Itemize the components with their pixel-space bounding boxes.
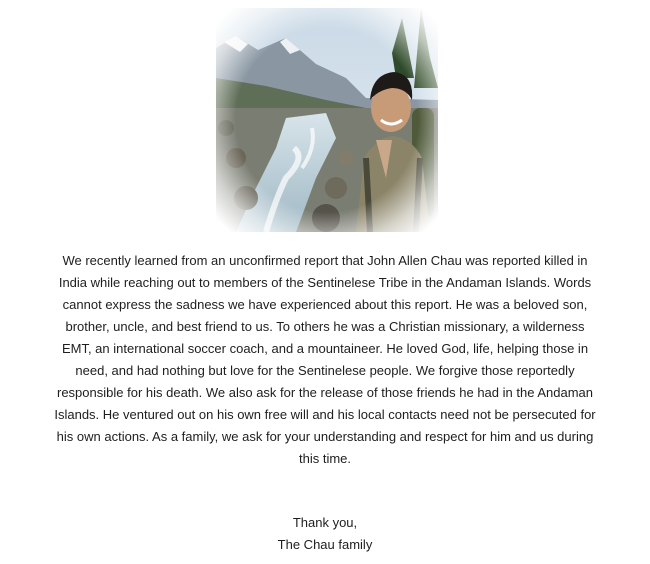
statement-line: cannot express the sadness we have experienced about this report. He was a beloved son,: [62, 297, 588, 312]
closing-thanks: Thank you,: [292, 515, 358, 530]
statement-line: need, and had nothing but love for the Sentinelese people. We forgive those reportedly: [75, 363, 575, 378]
statement-line: We recently learned from an unconfirmed report that John Allen Chau was reported killed in: [62, 253, 588, 268]
closing-signature: The Chau family: [277, 537, 373, 552]
mountain-river-photo: [216, 8, 438, 232]
statement-line: responsible for his death. We also ask for the release of those friends he had in the Andaman: [57, 385, 593, 400]
closing-block: [0, 512, 650, 556]
statement-line: EMT, an international soccer coach, and a mountaineer. He loved God, life, helping those in: [61, 341, 589, 356]
statement-line: Islands. He ventured out on his own free will and his local contacts need not be persecuted for: [54, 407, 596, 422]
statement-line: brother, uncle, and best friend to us. To others he was a Christian missionary, a wilderness: [65, 319, 585, 334]
statement-line: India while reaching out to members of the Sentinelese Tribe in the Andaman Islands. Words: [58, 275, 592, 290]
statement-line: this time.: [298, 451, 351, 466]
statement-line: his own actions. As a family, we ask for your understanding and respect for him and us during: [56, 429, 594, 444]
family-statement: [24, 250, 626, 470]
portrait-photo: [216, 8, 438, 232]
